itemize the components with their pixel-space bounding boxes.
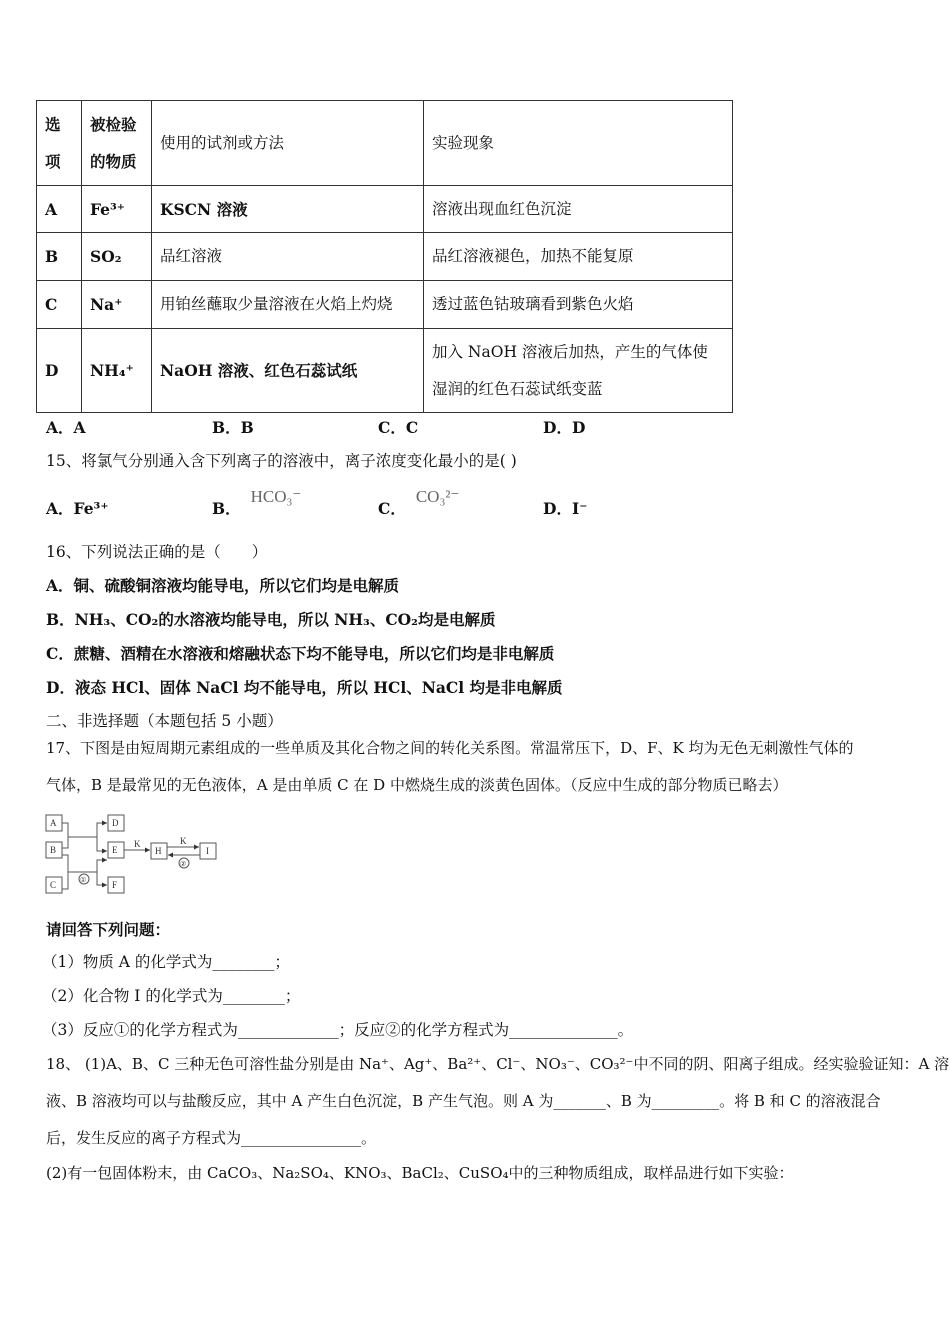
node-b: B (50, 845, 57, 855)
cell-phenomenon (424, 329, 733, 413)
q14-choice-d: D．D (543, 418, 586, 437)
header-text: 的物质 (90, 152, 137, 171)
q16-choice-d: D．液态 HCl、固体 NaCl 均不能导电，所以 HCl、NaCl 均是非电解质 (46, 678, 563, 697)
q15-choice-b (212, 487, 302, 519)
choice-value: CO₃²⁻ (415, 487, 460, 506)
q17-stem-line1: 17、下图是由短周期元素组成的一些单质及其化合物之间的转化关系图。常温常压下，D、F、K 均为无色无刺激性气体的 (46, 739, 854, 757)
table-row (37, 329, 733, 413)
cell-substance: SO₂ (82, 233, 152, 281)
header-reagent: 使用的试剂或方法 (152, 101, 424, 186)
q17-part-3: （3）反应①的化学方程式为_____________；反应②的化学方程式为______________。 (42, 1021, 634, 1039)
reaction-1-label: ① (80, 876, 87, 884)
q15-choice-c (378, 487, 460, 519)
q16-choice-c: C．蔗糖、酒精在水溶液和熔融状态下均不能导电，所以它们均是非电解质 (46, 644, 555, 663)
cell-substance: Na⁺ (82, 281, 152, 329)
cell-option: D (37, 329, 82, 413)
header-phenomenon: 实验现象 (424, 101, 733, 186)
q14-table (36, 100, 733, 413)
node-h: H (155, 846, 162, 856)
q16-choice-a: A．铜、硫酸铜溶液均能导电，所以它们均是电解质 (46, 576, 400, 595)
q17-part-1: （1）物质 A 的化学式为________； (42, 953, 290, 971)
cell-option: C (37, 281, 82, 329)
choice-label: B． (212, 499, 241, 518)
cell-option: A (37, 186, 82, 233)
q16-stem: 16、下列说法正确的是（ ） (46, 543, 268, 561)
q14-choice-c: C．C (378, 418, 419, 437)
choice-label: A． (46, 499, 74, 518)
q16-choice-b: B．NH₃、CO₂的水溶液均能导电，所以 NH₃、CO₂均是电解质 (46, 610, 496, 629)
table-row (37, 281, 733, 329)
choice-label: D． (543, 499, 572, 518)
q15-choice-d (543, 497, 587, 519)
table-row (37, 233, 733, 281)
header-text: 选 (45, 115, 61, 134)
edge-label-k: K (134, 839, 141, 849)
phenomenon-line: 湿润的红色石蕊试纸变蓝 (432, 379, 603, 398)
q18-line-2: 液、B 溶液均可以与盐酸反应，其中 A 产生白色沉淀，B 产生气泡。则 A 为_______、B 为_________。将 B 和 C 的溶液混合 (46, 1092, 881, 1110)
table-header-row (37, 101, 733, 186)
node-i: I (206, 846, 209, 856)
q15-choice-a (46, 497, 109, 519)
cell-phenomenon: 品红溶液褪色，加热不能复原 (424, 233, 733, 281)
q15-stem: 15、将氯气分别通入含下列离子的溶液中，离子浓度变化最小的是( ) (46, 452, 517, 470)
reaction-2-label: ② (180, 860, 187, 868)
cell-reagent: 品红溶液 (152, 233, 424, 281)
node-a: A (50, 818, 57, 828)
cell-option: B (37, 233, 82, 281)
choice-value: HCO₃⁻ (250, 487, 302, 506)
q17-prompt: 请回答下列问题： (46, 920, 171, 939)
choice-value: Fe³⁺ (73, 499, 109, 518)
edge-label-k: K (180, 836, 187, 846)
node-e: E (112, 845, 118, 855)
q18-line-3: 后，发生反应的离子方程式为________________。 (46, 1129, 377, 1147)
q17-stem-line2: 气体，B 是最常见的无色液体，A 是由单质 C 在 D 中燃烧生成的淡黄色固体。（反应中生成的部分物质已略去） (46, 776, 788, 794)
q17-part-2: （2）化合物 I 的化学式为________； (42, 987, 301, 1005)
node-f: F (112, 880, 118, 890)
header-text: 项 (45, 152, 61, 171)
phenomenon-line: 加入 NaOH 溶液后加热，产生的气体使 (432, 342, 708, 361)
cell-reagent: KSCN 溶液 (152, 186, 424, 233)
cell-phenomenon: 溶液出现血红色沉淀 (424, 186, 733, 233)
q18-line-1: 18、 (1)A、B、C 三种无色可溶性盐分别是由 Na⁺、Ag⁺、Ba²⁺、Cl⁻、NO₃⁻、CO₃²⁻中不同的阴、阳离子组成。经实验验证知：A 溶 (46, 1055, 950, 1073)
section-heading: 二、非选择题（本题包括 5 小题） (46, 712, 283, 730)
cell-substance: NH₄⁺ (82, 329, 152, 413)
header-option (37, 101, 82, 186)
node-c: C (50, 880, 57, 890)
q18-line-4: (2)有一包固体粉末，由 CaCO₃、Na₂SO₄、KNO₃、BaCl₂、CuSO₄中的三种物质组成，取样品进行如下实验： (46, 1164, 794, 1182)
cell-phenomenon: 透过蓝色钴玻璃看到紫色火焰 (424, 281, 733, 329)
choice-label: C． (378, 499, 406, 518)
table-row (37, 186, 733, 233)
q14-choice-b: B．B (212, 418, 254, 437)
cell-substance: Fe³⁺ (82, 186, 152, 233)
cell-reagent: NaOH 溶液、红色石蕊试纸 (152, 329, 424, 413)
header-text: 被检验 (90, 115, 137, 134)
node-d: D (112, 818, 119, 828)
q14-choice-a: A．A (46, 418, 86, 437)
cell-reagent: 用铂丝蘸取少量溶液在火焰上灼烧 (152, 281, 424, 329)
header-substance (82, 101, 152, 186)
q17-transformation-diagram (40, 800, 230, 900)
choice-value: I⁻ (571, 499, 588, 518)
